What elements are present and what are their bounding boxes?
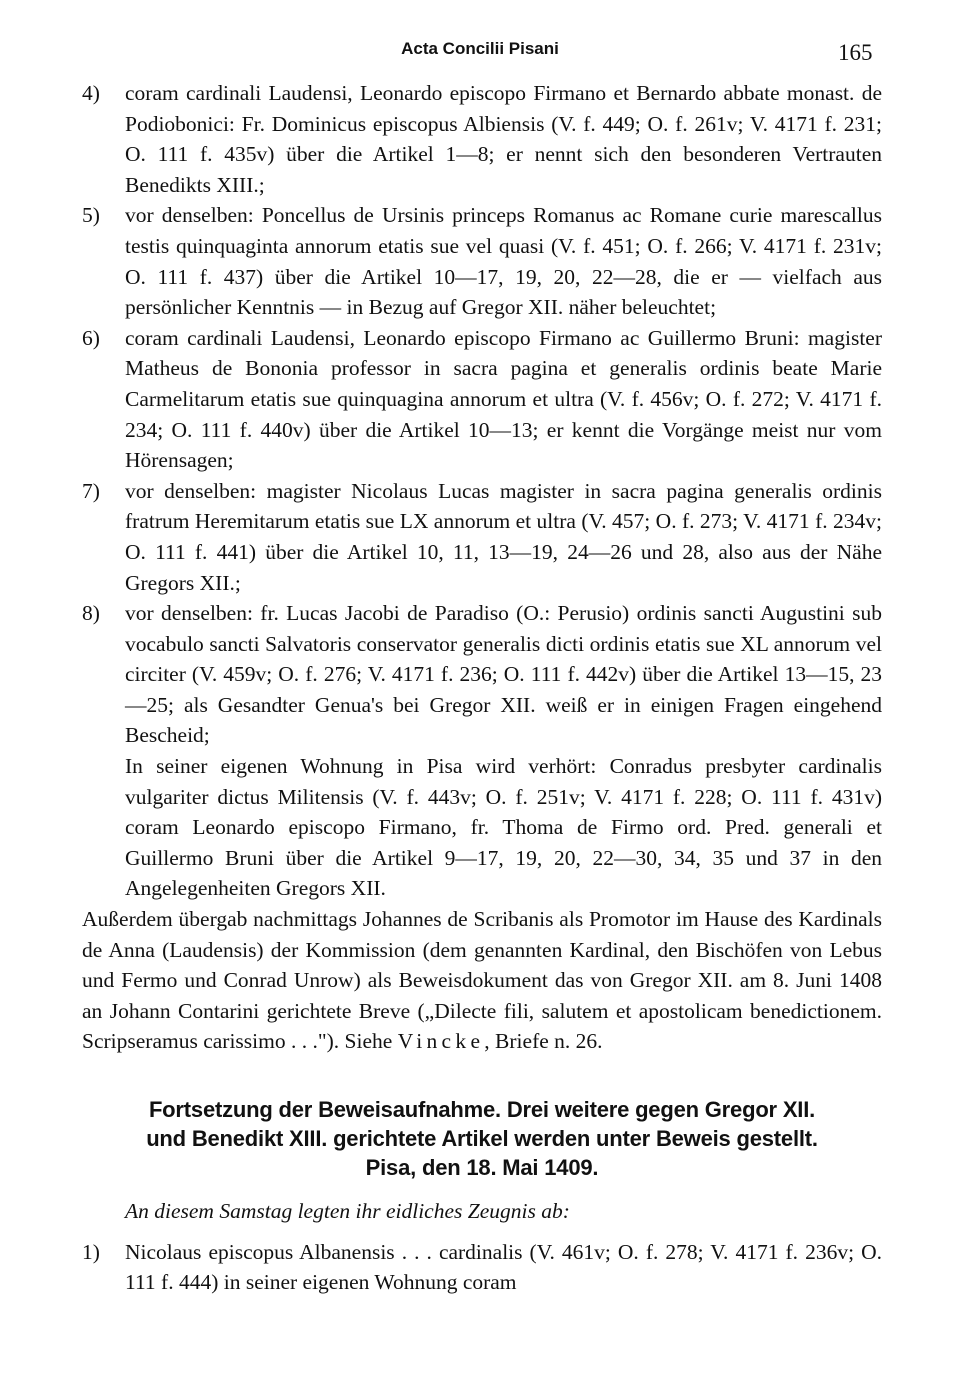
section-heading — [82, 1095, 882, 1182]
running-title: Acta Concilii Pisani — [401, 39, 559, 58]
entry-text: vor denselben: Poncellus de Ursinis princeps Romanus ac Romane curie marescallus testis quinquaginta annorum etatis sue vel quasi (V. f. 451; O. f. 266; V. 4171 f. 231v; O. 111 f. 437) über die Artikel 10—17, 19, 20, 22—28, die er — vielfach aus persönlicher Kenntnis — in Bezug auf Gregor XII. näher beleuchtet; — [125, 203, 882, 320]
entry-text: coram cardinali Laudensi, Leonardo episcopo Firmano ac Guillermo Bruni: magister Matheus de Bononia professor in sacra pagina et generalis ordinis beate Marie Carmelitarum etatis sue quinquagina annorum et ultra (V. f. 456v; O. f. 272; V. 4171 f. 234; O. 111 f. 440v) über die Artikel 10—13; er kennt die Vorgänge meist nur vom Hörensagen; — [125, 325, 882, 473]
page-number: 165 — [838, 40, 873, 65]
entry-number: 4) — [82, 81, 100, 105]
witness-entry-6 — [82, 323, 882, 476]
entry-number: 7) — [82, 478, 100, 503]
witness-entry-5 — [82, 200, 882, 322]
entry-text: vor denselben: fr. Lucas Jacobi de Paradiso (O.: Perusio) ordinis sancti Augustini sub vocabulo sancti Salvatoris conservator generalis dicti ordinis etatis sue XL annorum vel circiter (V. 459v; O. f. 276; V. 4171 f. 236; O. 111 f. 442v) über die Artikel 13—15, 23—25; als Gesandter Genua's bei Gregor XII. weiß er in einigen Fragen eingehend Bescheid; — [125, 601, 882, 748]
witness-entry-1 — [82, 1237, 882, 1298]
witness-entry-4 — [82, 78, 882, 200]
section-intro: An diesem Samstag legten ihr eidliches Zeugnis ab: — [125, 1199, 570, 1223]
entry-text: Nicolaus episcopus Albanensis . . . cardinalis (V. 461v; O. f. 278; V. 4171 f. 236v; O. 111 f. 444) in seiner eigenen Wohnung coram — [125, 1239, 882, 1295]
section-heading-line: Fortsetzung der Beweisaufnahme. Drei weitere gegen Gregor XII. — [148, 1097, 816, 1122]
paragraph-lead: Außerdem übergab nachmittags Johannes de Scribanis als Promotor im Hause des Kardinals de Anna (Laudensis) der Kommission (dem genannten Kardinal, den Bischöfen von Lebus und Fermo und Conrad Unrow) als Beweisdokument das von Gregor XII. am 8. Juni 1408 an Johann Contarini gerichtete Breve („Dilecte fili, salutem et apostolicam benedictionem. Scripseramus carissimo . . ."). Siehe — [82, 907, 882, 1054]
paragraph-tail: , Briefe n. 26. — [484, 1029, 603, 1054]
entry-number: 6) — [82, 325, 100, 350]
running-header — [0, 34, 960, 68]
body-paragraph — [82, 904, 882, 1057]
author-name: Vincke — [397, 1029, 485, 1054]
entry-number: 8) — [82, 601, 100, 626]
entry-number: 1) — [82, 1239, 100, 1264]
entry-text: vor denselben: magister Nicolaus Lucas magister in sacra pagina generalis ordinis fratrum Heremitarum etatis sue LX annorum et ultra (V. 457; O. f. 273; V. 4171 f. 234v; O. 111 f. 441) über die Artikel 10, 11, 13—19, 24—26 und 28, also aus der Nähe Gregors XII.; — [125, 478, 882, 595]
continuation-paragraph: In seiner eigenen Wohnung in Pisa wird verhört: Conradus presbyter cardinalis vulgariter dictus Militensis (V. f. 443v; O. f. 251v; V. 4171 f. 228; O. 111 f. 431v) coram Leonardo episcopo Firmano, fr. Thoma de Firmo ord. Pred. generali et Guillermo Bruni über die Artikel 9—17, 19, 20, 22—30, 34, 35 und 37 in den Angelegenheiten Gregors XII. — [125, 754, 882, 901]
main-text — [82, 78, 882, 1298]
section-heading-line: und Benedikt XIII. gerichtete Artikel werden unter Beweis gestellt. — [146, 1126, 818, 1151]
entry-text: coram cardinali Laudensi, Leonardo episcopo Firmano et Bernardo abbate monast. de Podiobonici: Fr. Dominicus episcopus Albiensis (V. f. 449; O. f. 261v; V. 4171 f. 231; O. 111 f. 435v) über die Artikel 1—8; er nennt sich den besonderen Vertrauten Benedikts XIII.; — [125, 81, 882, 197]
section-heading-line: Pisa, den 18. Mai 1409. — [365, 1155, 599, 1180]
witness-entry-7 — [82, 476, 882, 598]
witness-entry-8 — [82, 598, 882, 751]
entry-number: 5) — [82, 203, 100, 228]
